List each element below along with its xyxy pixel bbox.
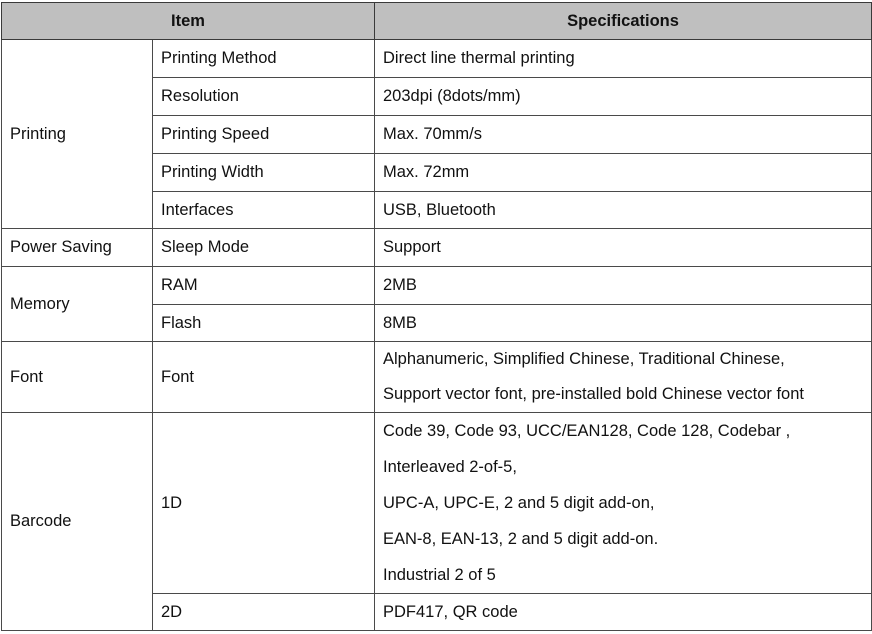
item-cell: Font: [153, 342, 375, 413]
item-cell: Printing Speed: [153, 116, 375, 154]
spec-line: Support vector font, pre-installed bold Chinese vector font: [383, 385, 804, 403]
table-row: [2, 267, 872, 305]
spec-cell: Support: [375, 229, 872, 267]
spec-cell: 2MB: [375, 267, 872, 305]
spec-cell: PDF417, QR code: [375, 594, 872, 631]
spec-cell: Max. 72mm: [375, 154, 872, 192]
header-item: Item: [2, 3, 375, 40]
spec-line: Code 39, Code 93, UCC/EAN128, Code 128, Codebar ,: [383, 422, 791, 440]
spec-line: Interleaved 2-of-5,: [383, 458, 517, 476]
table-row: [2, 229, 872, 267]
item-cell: RAM: [153, 267, 375, 305]
spec-line: Alphanumeric, Simplified Chinese, Traditional Chinese,: [383, 350, 785, 368]
item-cell: Interfaces: [153, 192, 375, 229]
item-cell: Flash: [153, 305, 375, 342]
specifications-table: [1, 2, 872, 631]
spec-cell: 8MB: [375, 305, 872, 342]
table-row: [2, 40, 872, 78]
item-cell: 1D: [153, 413, 375, 594]
table-row: [2, 413, 872, 594]
spec-line: UPC-A, UPC-E, 2 and 5 digit add-on,: [383, 494, 655, 512]
header-specifications: Specifications: [375, 3, 872, 40]
spec-line: Industrial 2 of 5: [383, 566, 496, 584]
spec-cell-multiline: [375, 413, 872, 594]
header-row: [2, 3, 872, 40]
spec-cell: 203dpi (8dots/mm): [375, 78, 872, 116]
group-label-barcode: Barcode: [2, 413, 153, 631]
spec-cell: Direct line thermal printing: [375, 40, 872, 78]
item-cell: 2D: [153, 594, 375, 631]
group-label-printing: Printing: [2, 40, 153, 229]
spec-cell: Max. 70mm/s: [375, 116, 872, 154]
item-cell: Sleep Mode: [153, 229, 375, 267]
spec-line: EAN-8, EAN-13, 2 and 5 digit add-on.: [383, 530, 659, 548]
item-cell: Resolution: [153, 78, 375, 116]
spec-cell-multiline: [375, 342, 872, 413]
item-cell: Printing Method: [153, 40, 375, 78]
item-cell: Printing Width: [153, 154, 375, 192]
group-label-font: Font: [2, 342, 153, 413]
group-label-power-saving: Power Saving: [2, 229, 153, 267]
table-row: [2, 342, 872, 413]
spec-cell: USB, Bluetooth: [375, 192, 872, 229]
group-label-memory: Memory: [2, 267, 153, 342]
